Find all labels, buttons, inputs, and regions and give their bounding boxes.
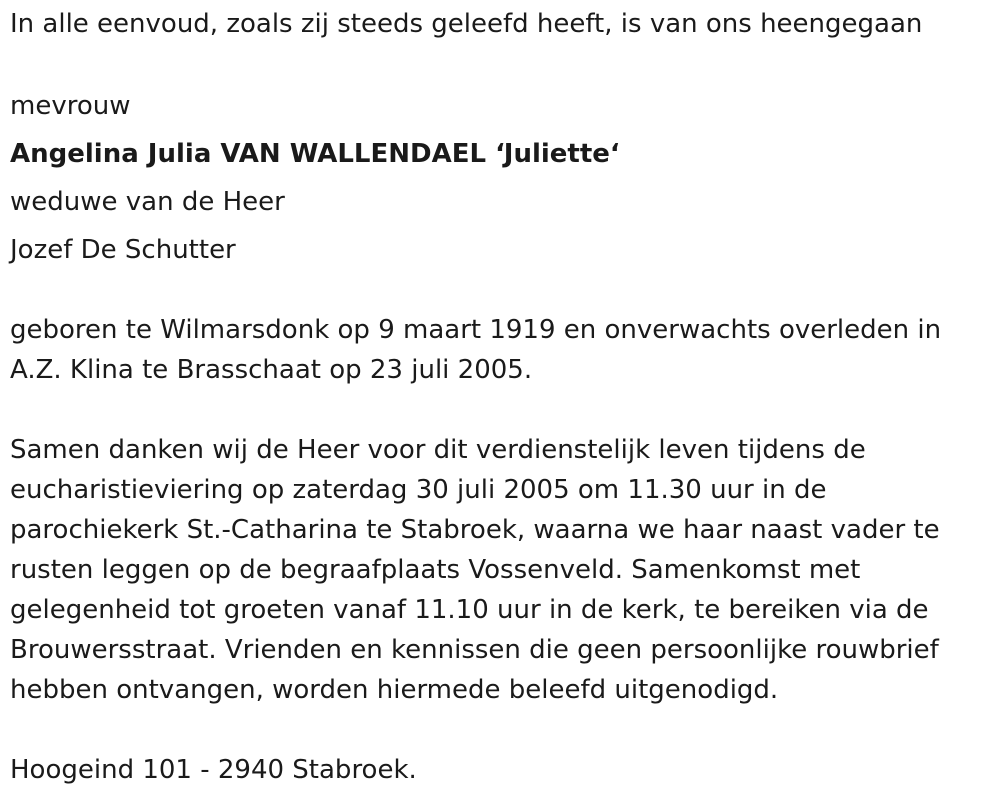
paragraph-line: hebben ontvangen, worden hiermede beleefd uitgenodigd.: [10, 675, 779, 705]
address: Hoogeind 101 - 2940 Stabroek.: [10, 755, 417, 785]
deceased-name: Angelina Julia VAN WALLENDAEL ‘Juliette‘: [10, 139, 620, 169]
honorific: mevrouw: [10, 91, 131, 121]
paragraph-line: rusten leggen op de begraafplaats Vossenveld. Samenkomst met: [10, 555, 861, 585]
intro-text: In alle eenvoud, zoals zij steeds geleefd heeft, is van ons heengegaan: [10, 9, 923, 39]
paragraph-line: Brouwersstraat. Vrienden en kennissen die geen persoonlijke rouwbrief: [10, 635, 939, 665]
paragraph-line: Samen danken wij de Heer voor dit verdienstelijk leven tijdens de: [10, 435, 866, 465]
spouse-name: Jozef De Schutter: [10, 235, 236, 265]
birth-death-paragraph: [10, 310, 941, 390]
paragraph-line: eucharistieviering op zaterdag 30 juli 2005 om 11.30 uur in de: [10, 475, 827, 505]
paragraph-line: gelegenheid tot groeten vanaf 11.10 uur in de kerk, te bereiken via de: [10, 595, 929, 625]
ceremony-paragraph: [10, 430, 940, 710]
widow-of-label: weduwe van de Heer: [10, 187, 285, 217]
paragraph-line: geboren te Wilmarsdonk op 9 maart 1919 en onverwachts overleden in: [10, 315, 942, 345]
paragraph-line: parochiekerk St.-Catharina te Stabroek, waarna we haar naast vader te: [10, 515, 940, 545]
paragraph-line: A.Z. Klina te Brasschaat op 23 juli 2005.: [10, 355, 533, 385]
